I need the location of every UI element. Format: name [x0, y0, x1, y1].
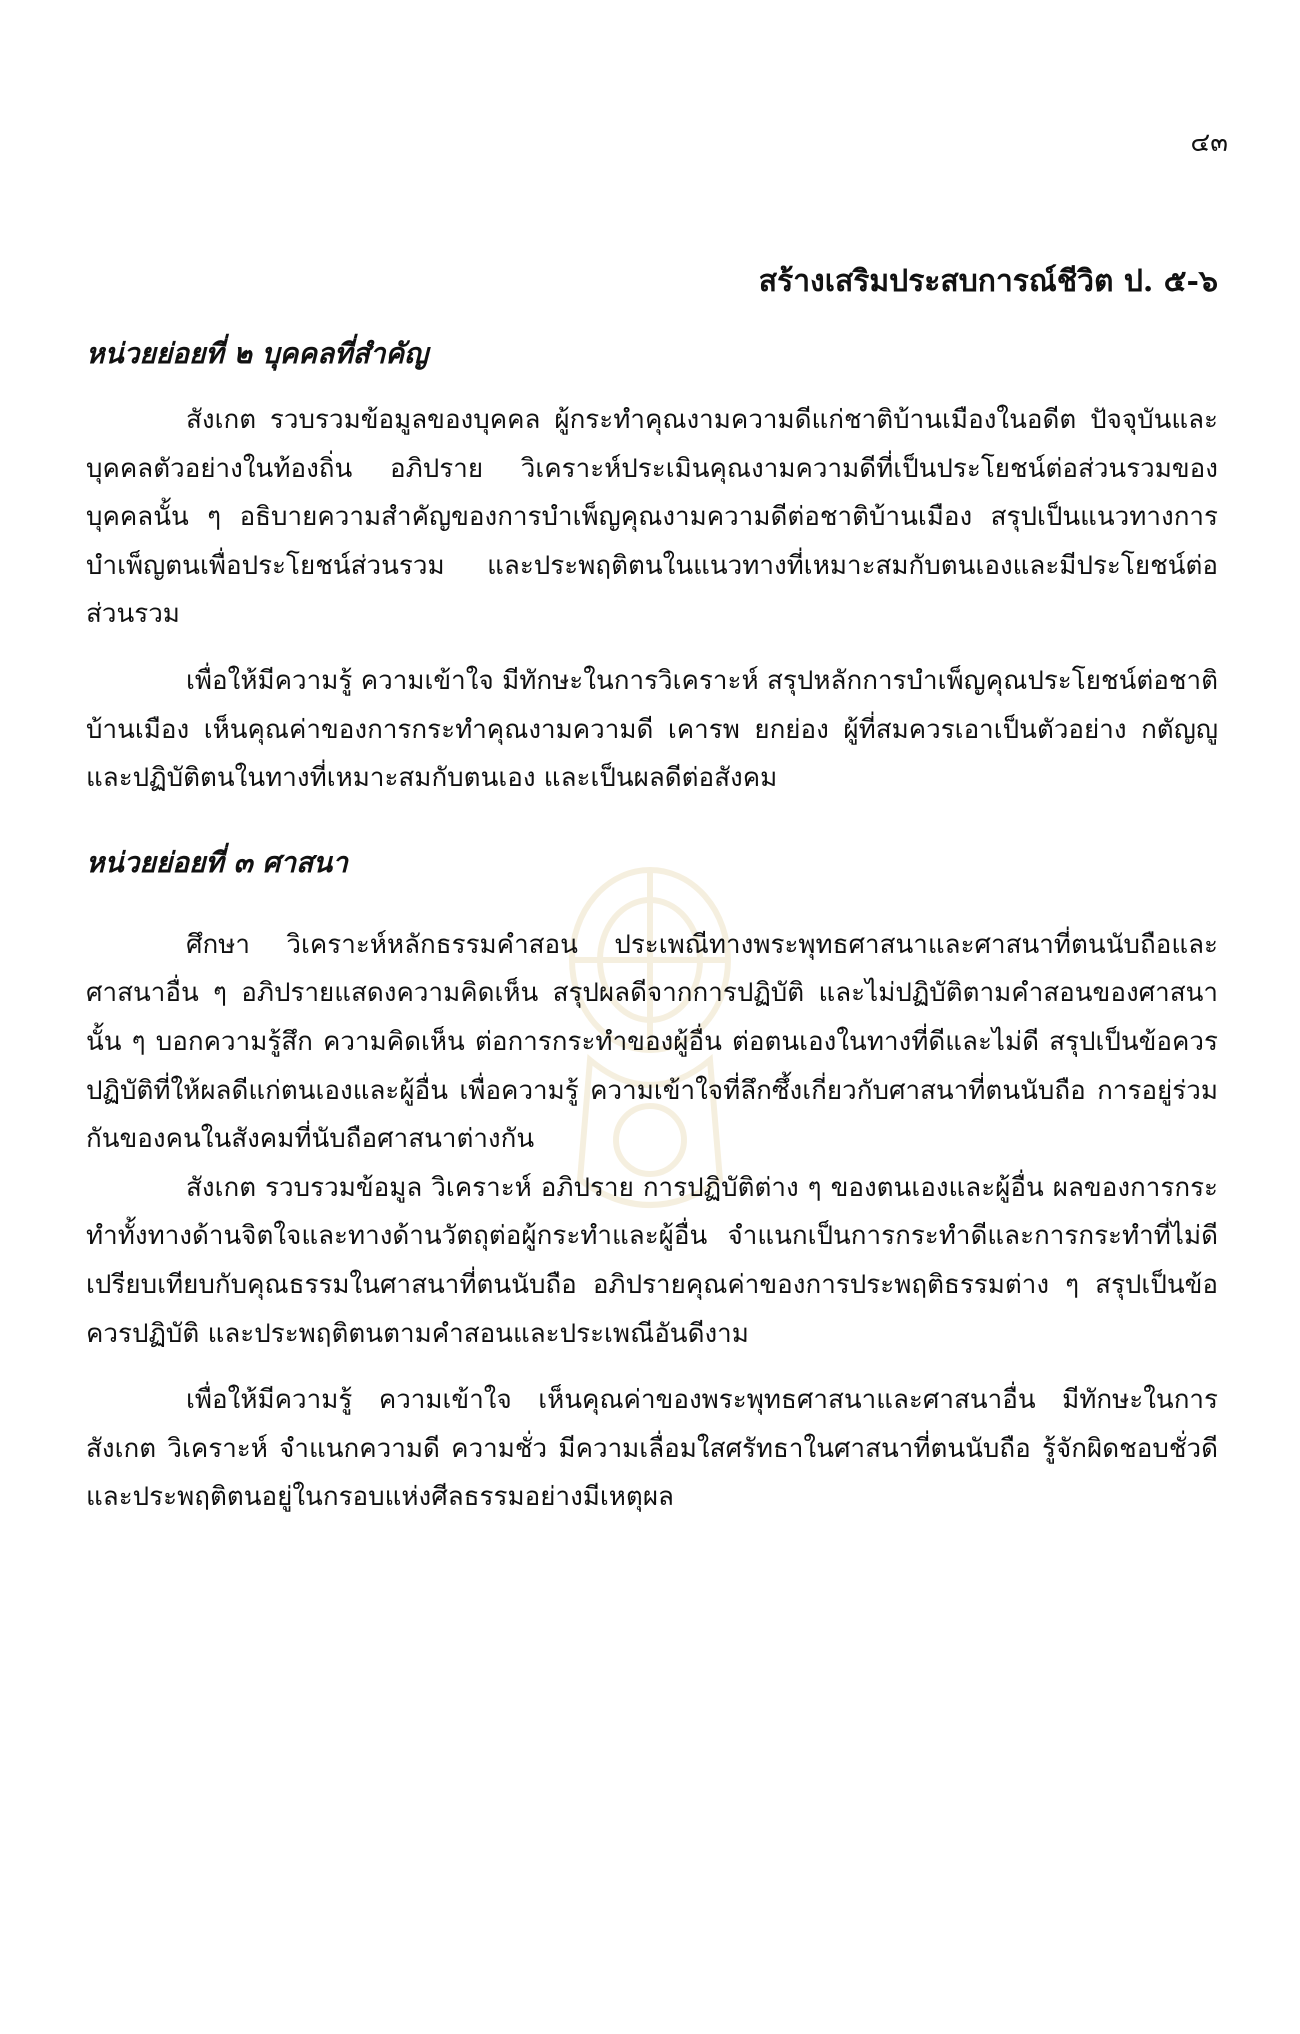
unit-3-paragraph-1: ศึกษา วิเคราะห์หลักธรรมคำสอน ประเพณีทางพระพุทธศาสนาและศาสนาที่ตนนับถือและศาสนาอื่น ๆ อภิปรายแสดงความคิดเห็น สรุปผลดีจากการปฏิบัติ และไม่ปฏิบัติตามคำสอนของศาสนานั้น ๆ บอกความรู้สึก ความคิดเห็น ต่อการกระทำของผู้อื่น ต่อตนเองในทางที่ดีและไม่ดี สรุปเป็นข้อควรปฏิบัติที่ให้ผลดีแก่ตนเองและผู้อื่น เพื่อความรู้ ความเข้าใจที่ลึกซึ้งเกี่ยวกับศาสนาที่ตนนับถือ การอยู่ร่วมกันของคนในสังคมที่นับถือศาสนาต่างกัน — [86, 929, 1218, 1155]
unit-heading-2: หน่วยย่อยที่ ๒ บุคคลที่สำคัญ — [86, 337, 429, 370]
unit-3-paragraph-3: เพื่อให้มีความรู้ ความเข้าใจ เห็นคุณค่าของพระพุทธศาสนาและศาสนาอื่น มีทักษะในการสังเกต วิเคราะห์ จำแนกความดี ความชั่ว มีความเลื่อมใสศรัทธาในศาสนาที่ตนนับถือ รู้จักผิดชอบชั่วดี และประพฤติตนอยู่ในกรอบแห่งศีลธรรมอย่างมีเหตุผล — [86, 1385, 1218, 1513]
course-title: สร้างเสริมประสบการณ์ชีวิต ป. ๕-๖ — [758, 264, 1218, 299]
unit-3-paragraph-2: สังเกต รวบรวมข้อมูล วิเคราะห์ อภิปราย การปฏิบัติต่าง ๆ ของตนเองและผู้อื่น ผลของการกระทำทั้งทางด้านจิตใจและทางด้านวัตถุต่อผู้กระทำและผู้อื่น จำแนกเป็นการกระทำดีและการกระทำที่ไม่ดี เปรียบเทียบกับคุณธรรมในศาสนาที่ตนนับถือ อภิปรายคุณค่าของการประพฤติธรรมต่าง ๆ สรุปเป็นข้อควรปฏิบัติ และประพฤติตนตามคำสอนและประเพณีอันดีงาม — [86, 1172, 1218, 1349]
unit-heading-3: หน่วยย่อยที่ ๓ ศาสนา — [86, 845, 348, 879]
page-number: ๔๓ — [1190, 128, 1228, 158]
unit-2-paragraph-2: เพื่อให้มีความรู้ ความเข้าใจ มีทักษะในการวิเคราะห์ สรุปหลักการบำเพ็ญคุณประโยชน์ต่อชาติบ้านเมือง เห็นคุณค่าของการกระทำคุณงามความดี เคารพ ยกย่อง ผู้ที่สมควรเอาเป็นตัวอย่าง กตัญญู และปฏิบัติตนในทางที่เหมาะสมกับตนเอง และเป็นผลดีต่อสังคม — [86, 665, 1218, 794]
unit-2-paragraph-1: สังเกต รวบรวมข้อมูลของบุคคล ผู้กระทำคุณงามความดีแก่ชาติบ้านเมืองในอดีต ปัจจุบันและบุคคลตัวอย่างในท้องถิ่น อภิปราย วิเคราะห์ประเมินคุณงามความดีที่เป็นประโยชน์ต่อส่วนรวมของบุคคลนั้น ๆ อธิบายความสำคัญของการบำเพ็ญคุณงามความดีต่อชาติบ้านเมือง สรุปเป็นแนวทางการบำเพ็ญตนเพื่อประโยชน์ส่วนรวม และประพฤติตนในแนวทางที่เหมาะสมกับตนเองและมีประโยชน์ต่อส่วนรวม — [86, 405, 1218, 630]
document-body — [86, 330, 1218, 1522]
